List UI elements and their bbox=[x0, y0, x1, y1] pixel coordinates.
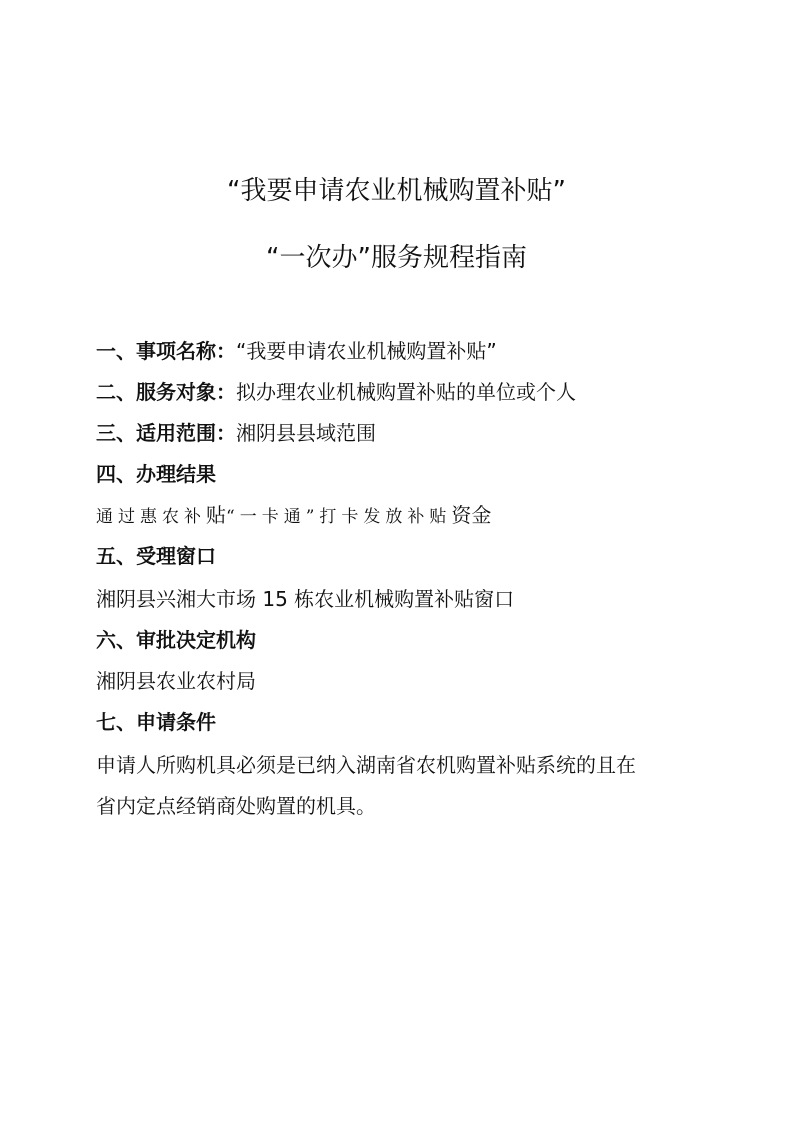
item-name-label: 一、事项名称： bbox=[96, 339, 236, 363]
service-object-value: 拟办理农业机械购置补贴的单位或个人 bbox=[236, 380, 576, 404]
result-text-part-4: 资金 bbox=[451, 503, 492, 527]
conditions-text-line-2: 省内定点经销商处购置的机具。 bbox=[96, 794, 376, 818]
section-scope bbox=[96, 418, 376, 448]
result-text-part-1: 通过惠农补 bbox=[96, 507, 206, 527]
result-text-part-3: “一卡通”打卡发放补贴 bbox=[226, 507, 452, 527]
document-title-line-2: “一次办”服务规程指南 bbox=[266, 243, 527, 273]
scope-value: 湘阴县县域范围 bbox=[236, 421, 376, 445]
result-text-part-2: 贴 bbox=[206, 503, 226, 527]
conditions-heading: 七、申请条件 bbox=[96, 710, 216, 734]
authority-heading: 六、审批决定机构 bbox=[96, 628, 256, 652]
service-object-label: 二、服务对象： bbox=[96, 380, 236, 404]
section-service-object bbox=[96, 377, 576, 407]
section-item-name bbox=[96, 336, 497, 366]
scope-label: 三、适用范围： bbox=[96, 421, 236, 445]
authority-text: 湘阴县农业农村局 bbox=[96, 669, 256, 693]
document-title-line-1: “我要申请农业机械购置补贴” bbox=[227, 176, 566, 206]
window-heading: 五、受理窗口 bbox=[96, 544, 216, 568]
result-text bbox=[96, 500, 491, 532]
result-heading: 四、办理结果 bbox=[96, 462, 216, 486]
window-text: 湘阴县兴湘大市场 15 栋农业机械购置补贴窗口 bbox=[96, 587, 515, 611]
item-name-value: “我要申请农业机械购置补贴” bbox=[236, 339, 497, 363]
conditions-text-line-1: 申请人所购机具必须是已纳入湖南省农机购置补贴系统的且在 bbox=[96, 753, 636, 777]
